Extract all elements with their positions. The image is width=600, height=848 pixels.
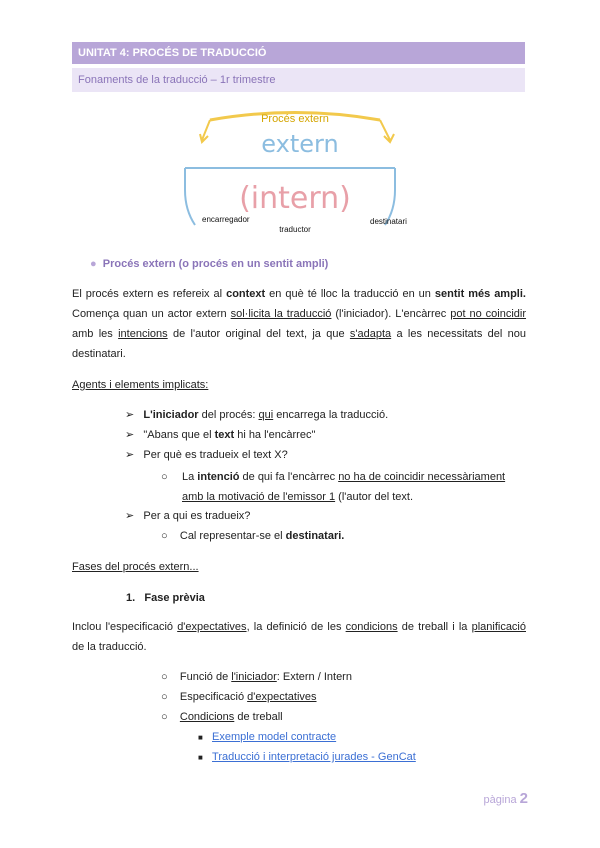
section-heading: ● Procés extern (o procés en un sentit ampli) bbox=[90, 258, 329, 270]
subtitle-banner: Fonaments de la traducció – 1r trimestre bbox=[72, 68, 525, 92]
yellow-arrow-right bbox=[380, 120, 394, 142]
unit-title-banner: UNITAT 4: PROCÉS DE TRADUCCIÓ bbox=[72, 42, 525, 64]
yellow-arrow-left bbox=[200, 120, 210, 142]
traduccio-jurada-link[interactable]: Traducció i interpretació jurades - GenCat bbox=[212, 751, 416, 763]
page-number: pàgina 2 bbox=[483, 790, 528, 807]
list-item: ➢ "Abans que el text hi ha l'encàrrec" bbox=[125, 429, 316, 441]
process-diagram bbox=[170, 100, 420, 240]
intern-word: (intern) bbox=[239, 181, 351, 216]
label-encarregador: encarregador bbox=[202, 215, 250, 224]
sub-list-item: ○ Condicions de treball bbox=[161, 711, 283, 723]
link-item: ■ Exemple model contracte bbox=[198, 731, 337, 743]
list-item: ➢ Per a qui es tradueix? bbox=[125, 510, 251, 522]
section1-paragraph: El procés extern es refereix al context en què té lloc la traducció en un sentit més ampli. Comença quan un actor extern sol·licita la traducció (l'iniciador). L'encàrrec pot no coincidir amb les intencions de l'autor original del text, ja que s'adapta a les necessitats del nou destinatari. bbox=[72, 288, 527, 360]
phase1-paragraph: Inclou l'especificació d'expectatives, la definició de les condicions de treball i la planificació de la traducció. bbox=[72, 621, 526, 653]
extern-word: extern bbox=[261, 130, 339, 158]
sub-list-item: ○ Especificació d'expectatives bbox=[161, 691, 317, 703]
exemple-contracte-link[interactable]: Exemple model contracte bbox=[212, 731, 337, 743]
phase1-heading: 1. Fase prèvia bbox=[126, 592, 205, 604]
list-item: ➢ L'iniciador del procés: qui encarrega la traducció. bbox=[125, 409, 389, 421]
label-destinatari: destinatari bbox=[370, 217, 407, 226]
sub-list-item: ○ Cal representar-se el destinatari. bbox=[161, 530, 345, 542]
list-item: ➢ Per què es tradueix el text X? bbox=[125, 449, 288, 461]
link-item: ■ Traducció i interpretació jurades - GenCat bbox=[198, 751, 416, 763]
blue-bracket-left bbox=[185, 168, 195, 225]
top-word: Procés extern bbox=[261, 113, 329, 125]
sub-list-item: ○ Funció de l'iniciador: Extern / Intern bbox=[161, 671, 352, 683]
label-traductor: traductor bbox=[279, 225, 311, 234]
agents-title: Agents i elements implicats: bbox=[72, 379, 209, 391]
sub-list-item: ○ La intenció de qui fa l'encàrrec no ha de coincidir necessàriament amb la motivació de l'emissor 1 (l'autor del text. bbox=[161, 471, 506, 503]
phases-title: Fases del procés extern... bbox=[72, 561, 199, 573]
